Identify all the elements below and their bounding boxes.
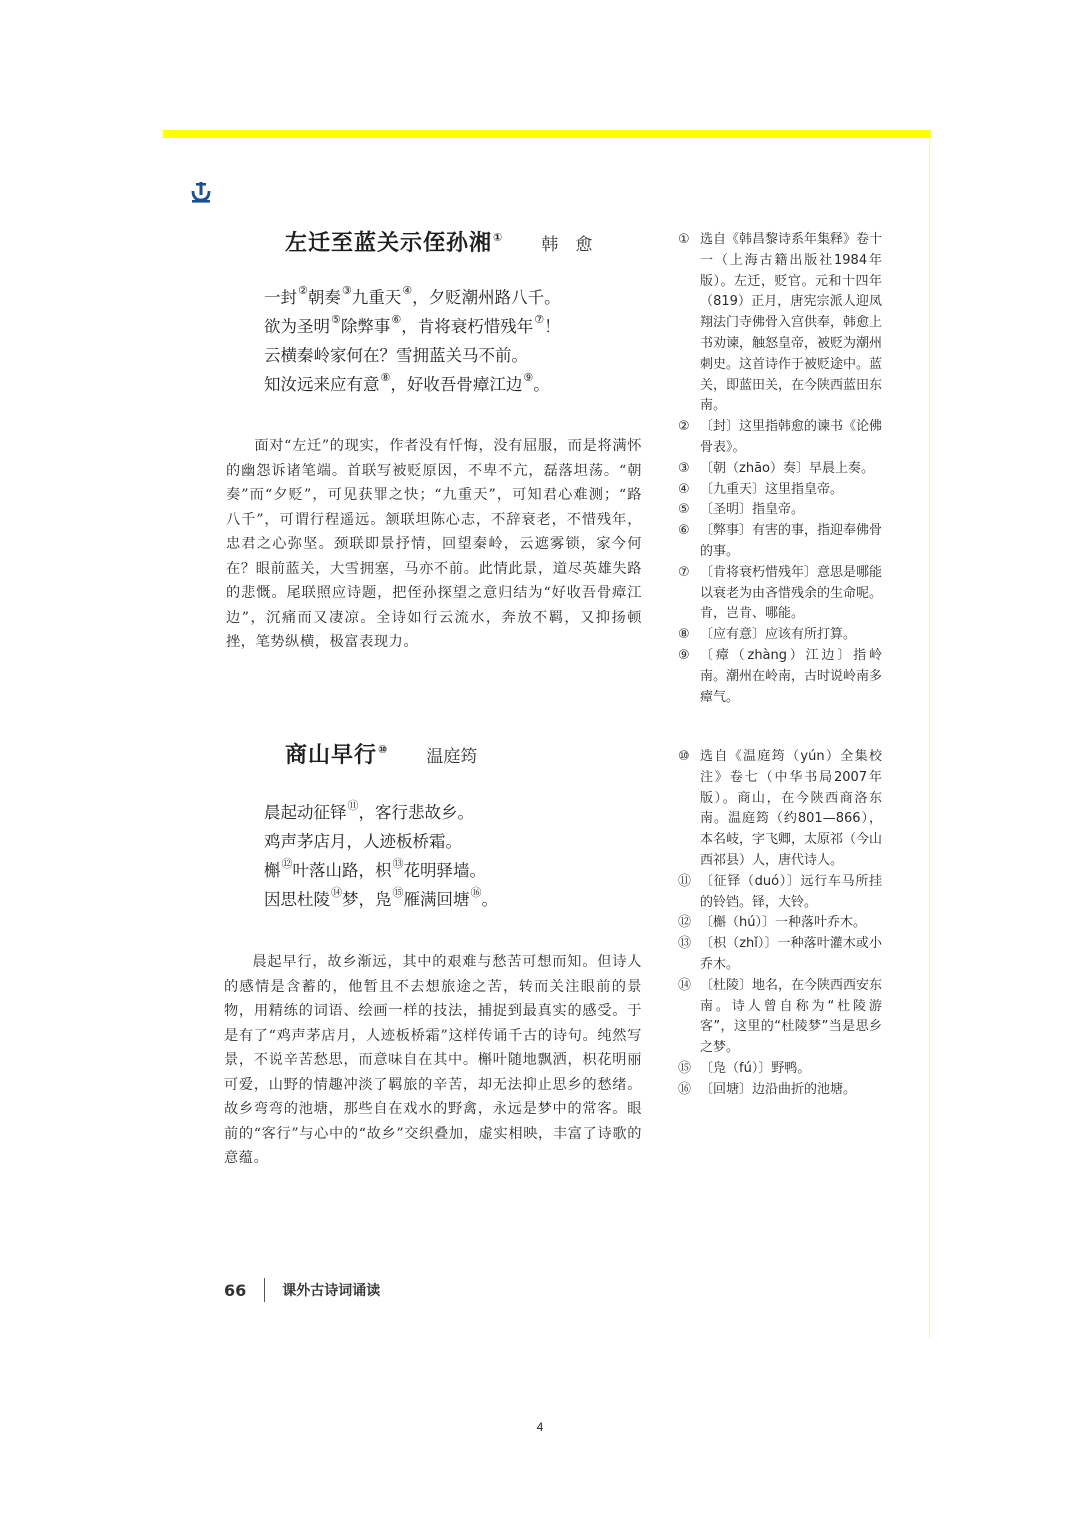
footnote-text: 〔肯将衰朽惜残年〕意思是哪能以衰老为由吝惜残余的生命呢。肯，岂肯、哪能。 <box>700 564 883 622</box>
footnote-number: ⑮ <box>678 1060 692 1076</box>
poem1-commentary <box>226 434 642 655</box>
footnote-number: ④ <box>678 481 690 497</box>
verse-text: ，好收吾骨瘴江边 <box>390 375 523 394</box>
poem2-author: 温庭筠 <box>426 747 478 767</box>
footnote-text: 〔征铎（duó）〕远行车马所挂的铃铛。铎，大铃。 <box>700 873 882 910</box>
footnote-number: ⑨ <box>678 647 690 663</box>
footnote <box>678 230 882 417</box>
note-ref: ⑨ <box>523 371 534 384</box>
footnote-text: 〔槲（hú）〕一种落叶乔木。 <box>700 915 866 931</box>
verse-line <box>264 283 561 312</box>
note-ref: ② <box>298 284 308 297</box>
poem1-title-note: ① <box>493 231 504 244</box>
poem1-commentary-text: 面对“左迁”的现实，作者没有忏悔，没有屈服，而是将满怀的幽怨诉诸笔端。首联写被贬原因，不卑不亢，磊落坦荡。“朝奏”而“夕贬”，可见获罪之快；“九重天”，可知君心难测；“路八千”，可谓行程遥远。颔联坦陈心志，不辞衰老，不惜残年，忠君之心弥坚。颈联即景抒情，回望秦岭，云遮雾锁，家今何在？眼前蓝关，大雪拥塞，马亦不前。此情此景，道尽英雄失路的悲慨。尾联照应诗题，把侄孙探望之意归结为“好收吾骨瘴江边”，沉痛而又凄凉。全诗如行云流水，奔放不羁，又抑扬顿挫，笔势纵横，极富表现力。 <box>226 438 642 650</box>
verse-text: 欲为圣明 <box>264 317 330 336</box>
verse-text: ，客行悲故乡。 <box>358 803 474 822</box>
footnote-number: ⑤ <box>678 502 690 518</box>
footnote-text: 〔回塘〕边沿曲折的池塘。 <box>700 1081 857 1097</box>
verse-text: 鸡声茅店月，人迹板桥霜。 <box>264 832 462 851</box>
verse-text: 。 <box>481 890 498 909</box>
footnote-number: ⑦ <box>678 564 690 580</box>
footnote-number: ① <box>678 232 690 247</box>
pdf-page-number: 4 <box>536 1420 544 1434</box>
poem1-author: 韩 愈 <box>541 235 593 255</box>
note-ref: ⑬ <box>392 857 404 870</box>
verse-line <box>264 827 498 856</box>
poem1-title: 左迁至蓝关示侄孙湘① <box>285 231 504 256</box>
page-number: 66 <box>224 1280 247 1300</box>
footnote-text: 〔应有意〕应该有所打算。 <box>700 627 857 643</box>
verse-line <box>264 312 561 341</box>
footnote <box>678 480 882 501</box>
verse-text: 云横秦岭家何在？雪拥蓝关马不前。 <box>264 346 528 365</box>
book-title: 课外古诗词诵读 <box>282 1283 381 1299</box>
right-margin-rule <box>929 138 930 1338</box>
footnote <box>678 459 882 480</box>
yellow-header-bar <box>163 130 931 138</box>
footnote <box>678 1059 882 1080</box>
footnote <box>678 417 882 459</box>
verse-text: ！ <box>544 317 561 336</box>
footnote-number: ⑬ <box>678 936 692 952</box>
footnote <box>678 500 882 521</box>
note-ref: ⑭ <box>331 886 342 899</box>
verse-text: 花明驿墙。 <box>403 861 486 880</box>
verse-line <box>264 856 498 885</box>
footnote-number: ⑭ <box>678 977 692 993</box>
footnote-number: ② <box>678 419 690 435</box>
footnote <box>678 646 882 708</box>
footnote-text: 〔杜陵〕地名，在今陕西西安东南。诗人曾自称为“杜陵游客”，这里的“杜陵梦”当是思乡之梦。 <box>700 977 883 1056</box>
footnote <box>678 747 882 872</box>
verse-line <box>264 370 561 399</box>
footnote-text: 〔凫（fú）〕野鸭。 <box>700 1060 811 1076</box>
verse-text: 雁满回塘 <box>403 890 470 909</box>
poem1-verses <box>264 283 561 399</box>
verse-line <box>264 885 498 914</box>
poem2-verses <box>264 798 498 914</box>
verse-text: 九重天 <box>351 288 402 307</box>
footnote-number: ⑥ <box>678 523 690 539</box>
note-ref: ⑥ <box>391 313 402 326</box>
footnote-number: ③ <box>678 460 690 476</box>
footnote-number: ⑩ <box>678 749 690 764</box>
notes-group-2 <box>678 747 882 1101</box>
note-ref: ③ <box>341 284 352 297</box>
footnote <box>678 521 882 563</box>
footnote-number: ⑫ <box>678 915 692 931</box>
note-ref: ⑪ <box>347 799 359 812</box>
footnote-number: ⑯ <box>678 1081 692 1097</box>
note-ref: ⑦ <box>534 313 545 326</box>
note-ref: ④ <box>402 284 413 297</box>
verse-text: 因思杜陵 <box>264 890 330 909</box>
footnote <box>678 913 882 934</box>
footnote-text: 〔弊事〕有害的事，指迎奉佛骨的事。 <box>700 523 883 559</box>
footnote-number: ⑧ <box>678 627 690 643</box>
footer-divider <box>264 1278 265 1302</box>
footnote-text: 〔九重天〕这里指皇帝。 <box>700 481 844 497</box>
poem2-title: 商山早行⑩ <box>285 743 389 768</box>
note-ref: ⑤ <box>331 313 341 326</box>
footnote-text: 〔圣明〕指皇帝。 <box>700 502 805 518</box>
note-ref: ⑧ <box>380 371 391 384</box>
poem1-header <box>285 226 592 257</box>
poem2-commentary <box>224 950 642 1171</box>
note-ref: ⑯ <box>470 886 482 899</box>
verse-text: 知汝远来应有意 <box>264 375 380 394</box>
footnote <box>678 976 882 1059</box>
verse-text: 叶落山路，枳 <box>292 861 392 880</box>
footnote-text: 〔封〕这里指韩愈的谏书《论佛骨表》。 <box>700 419 883 455</box>
notes-group-1 <box>678 230 882 708</box>
note-ref: ⑮ <box>392 886 404 899</box>
footnote-text: 〔朝（zhāo）奏〕早晨上奏。 <box>700 460 874 476</box>
footnote-text: 〔瘴（zhàng）江边〕指岭南。潮州在岭南，古时说岭南多瘴气。 <box>700 647 883 705</box>
footnote <box>678 625 882 646</box>
footnote <box>678 563 882 625</box>
anchor-logo-icon <box>191 181 211 203</box>
footnote <box>678 934 882 976</box>
verse-text: 梦，凫 <box>342 890 392 909</box>
footnote-text: 选自《温庭筠（yún）全集校注》卷七（中华书局2007年版）。商山，在今陕西商洛东南。温庭筠（约801—866），本名岐，字飞卿，太原祁（今山西祁县）人，唐代诗人。 <box>700 749 883 868</box>
verse-text: 。 <box>533 375 550 394</box>
verse-text: 晨起动征铎 <box>264 803 347 822</box>
footnote <box>678 872 882 914</box>
verse-line <box>264 341 561 370</box>
footnote <box>678 1080 882 1101</box>
verse-text: 朝奏 <box>307 288 341 307</box>
footnote-number: ⑪ <box>678 873 692 889</box>
verse-text: 槲 <box>264 861 281 880</box>
note-ref: ⑫ <box>281 857 293 870</box>
verse-text: 一封 <box>264 288 297 307</box>
footnote-text: 选自《韩昌黎诗系年集释》卷十一（上海古籍出版社1984年版）。左迁，贬官。元和十四年（819）正月，唐宪宗派人迎凤翔法门寺佛骨入宫供奉，韩愈上书劝谏，触怒皇帝，被贬为潮州刺史。这首诗作于被贬途中。蓝关，即蓝田关，在今陕西蓝田东南。 <box>700 232 883 414</box>
poem2-header <box>285 738 477 769</box>
poem2-commentary-text: 晨起早行，故乡渐远，其中的艰难与愁苦可想而知。但诗人的感情是含蓄的，他暂且不去想旅途之苦，转而关注眼前的景物，用精练的词语、绘画一样的技法，捕捉到最真实的感受。于是有了“鸡声茅店月，人迹板桥霜”这样传诵千古的诗句。纯然写景，不说辛苦愁思，而意味自在其中。槲叶随地飘洒，枳花明丽可爱，山野的情趣冲淡了羁旅的辛苦，却无法抑止思乡的愁绪。故乡弯弯的池塘，那些自在戏水的野禽，永远是梦中的常客。眼前的“客行”与心中的“故乡”交织叠加，虚实相映，丰富了诗歌的意蕴。 <box>224 954 642 1166</box>
verse-text: ，夕贬潮州路八千。 <box>412 288 561 307</box>
poem2-title-note: ⑩ <box>378 743 389 756</box>
verse-text: ，肯将衰朽惜残年 <box>401 317 534 336</box>
verse-line <box>264 798 498 827</box>
footnote-text: 〔枳（zhǐ）〕一种落叶灌木或小乔木。 <box>700 936 882 972</box>
page-footer <box>224 1278 380 1302</box>
verse-text: 除弊事 <box>340 317 391 336</box>
